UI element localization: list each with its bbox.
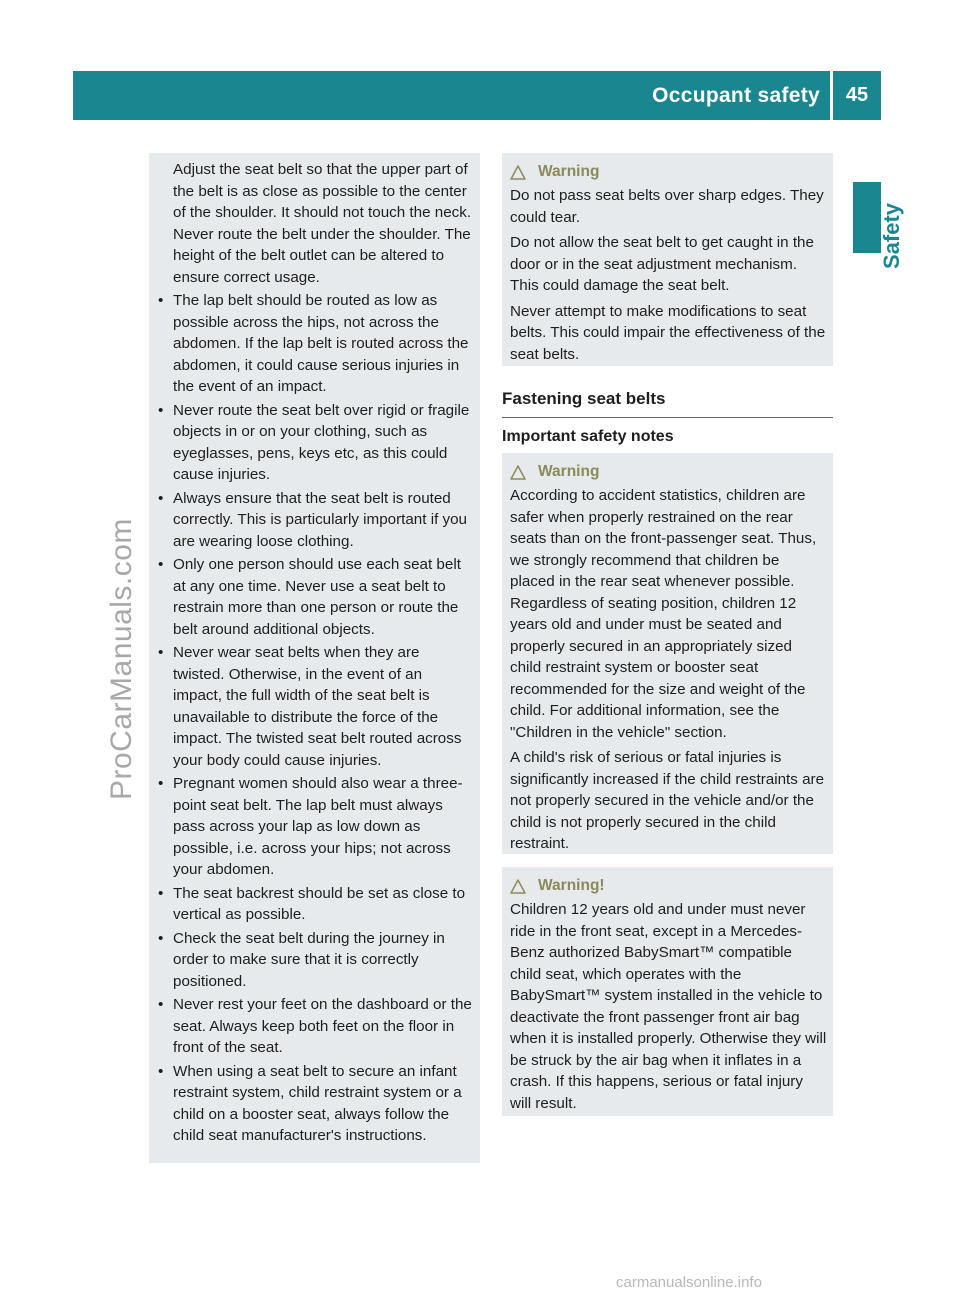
list-item: • Never wear seat belts when they are twisted. Otherwise, in the event of an impact, the full width of the seat belt is unavailable to distribute the force of the impact. The twisted seat belt routed across your body could cause injuries.: [158, 642, 474, 771]
list-item: • Never rest your feet on the dashboard or the seat. Always keep both feet on the floor in front of the seat.: [158, 994, 474, 1059]
warning-triangle-icon: [510, 879, 526, 894]
intro-paragraph: Adjust the seat belt so that the upper part of the belt is as close as possible to the center of the shoulder. It should not touch the neck. Never route the belt under the shoulder. The height of the belt outlet can be altered to ensure correct usage.: [173, 161, 472, 286]
bullet-list: [158, 290, 474, 1147]
list-item: • Always ensure that the seat belt is routed correctly. This is particularly important if you are wearing loose clothing.: [158, 488, 474, 553]
warning-triangle-icon: [510, 165, 526, 180]
list-item: • The lap belt should be routed as low as possible across the hips, not across the abdomen. If the lap belt is routed across the abdomen, it could cause serious injuries in the event of an impact.: [158, 290, 474, 398]
warning-header: [510, 161, 827, 183]
list-item: • When using a seat belt to secure an infant restraint system, child restraint system or a child on a booster seat, always follow the child seat manufacturer's instructions.: [158, 1061, 474, 1147]
list-item: • Only one person should use each seat belt at any one time. Never use a seat belt to restrain more than one person or route the belt around additional objects.: [158, 554, 474, 640]
warning-label: Warning: [538, 163, 600, 181]
warning-triangle-icon: [510, 465, 526, 480]
warning-paragraph: A child's risk of serious or fatal injuries is significantly increased if the child restraints are not properly secured in the vehicle and/or the child is not properly secured in the child restraint.: [510, 749, 825, 852]
warning-paragraph: Children 12 years old and under must never ride in the front seat, except in a Mercedes-Benz authorized BabySmart™ compatible child seat, which operates with the BabySmart™ system installed in the vehicle to deactivate the front passenger front air bag when it is installed properly. Otherwise they will be struck by the air bag when it inflates in a crash. If this happens, serious or fatal injury will result.: [510, 901, 827, 1112]
warning-paragraph: Never attempt to make modifications to seat belts. This could impair the effectiveness of the seat belts.: [510, 302, 826, 363]
warning-header: [510, 461, 827, 483]
list-item: • Pregnant women should also wear a three-point seat belt. The lap belt must always pass across your lap as low down as possible, i.e. across your hips; not across your abdomen.: [158, 773, 474, 881]
warning-paragraph: Do not pass seat belts over sharp edges. They could tear.: [510, 187, 824, 226]
warning-header: [510, 875, 827, 897]
page-number: 45: [845, 84, 869, 106]
header-divider: [830, 71, 833, 120]
subsection-heading: Important safety notes: [502, 428, 674, 445]
left-column-box: [149, 153, 480, 1163]
bottom-watermark-text: carmanualsonline.info: [616, 1274, 762, 1291]
list-item: • The seat backrest should be set as close to vertical as possible.: [158, 883, 474, 926]
warning-label: Warning!: [538, 877, 605, 895]
side-tab-label: Safety: [879, 202, 904, 269]
side-tab-marker: [853, 182, 881, 253]
warning-paragraph: Do not allow the seat belt to get caught in the door or in the seat adjustment mechanism. This could damage the seat belt.: [510, 234, 814, 294]
warning-paragraph: According to accident statistics, children are safer when properly restrained on the rear seats than on the front-passenger seat. Thus, we strongly recommend that children be placed in the rear seat whenever possible. Regardless of seating position, children 12 years old and under must be seated and properly secured in an appropriately sized child restraint system or booster seat recommended for the size and weight of the child. For additional information, see the "Children in the vehicle" section.: [510, 487, 817, 741]
watermark-text: ProCarManuals.com: [105, 518, 138, 800]
page-title: Occupant safety: [652, 84, 820, 107]
warning-box-3: [502, 867, 833, 1116]
list-item: • Never route the seat belt over rigid or fragile objects in or on your clothing, such as eyeglasses, pens, keys etc, as this could cause injuries.: [158, 400, 474, 486]
warning-box-2: [502, 453, 833, 854]
warning-box-1: [502, 153, 833, 366]
section-heading: Fastening seat belts: [502, 389, 833, 418]
list-item: • Check the seat belt during the journey in order to make sure that it is correctly positioned.: [158, 928, 474, 993]
warning-label: Warning: [538, 463, 600, 481]
